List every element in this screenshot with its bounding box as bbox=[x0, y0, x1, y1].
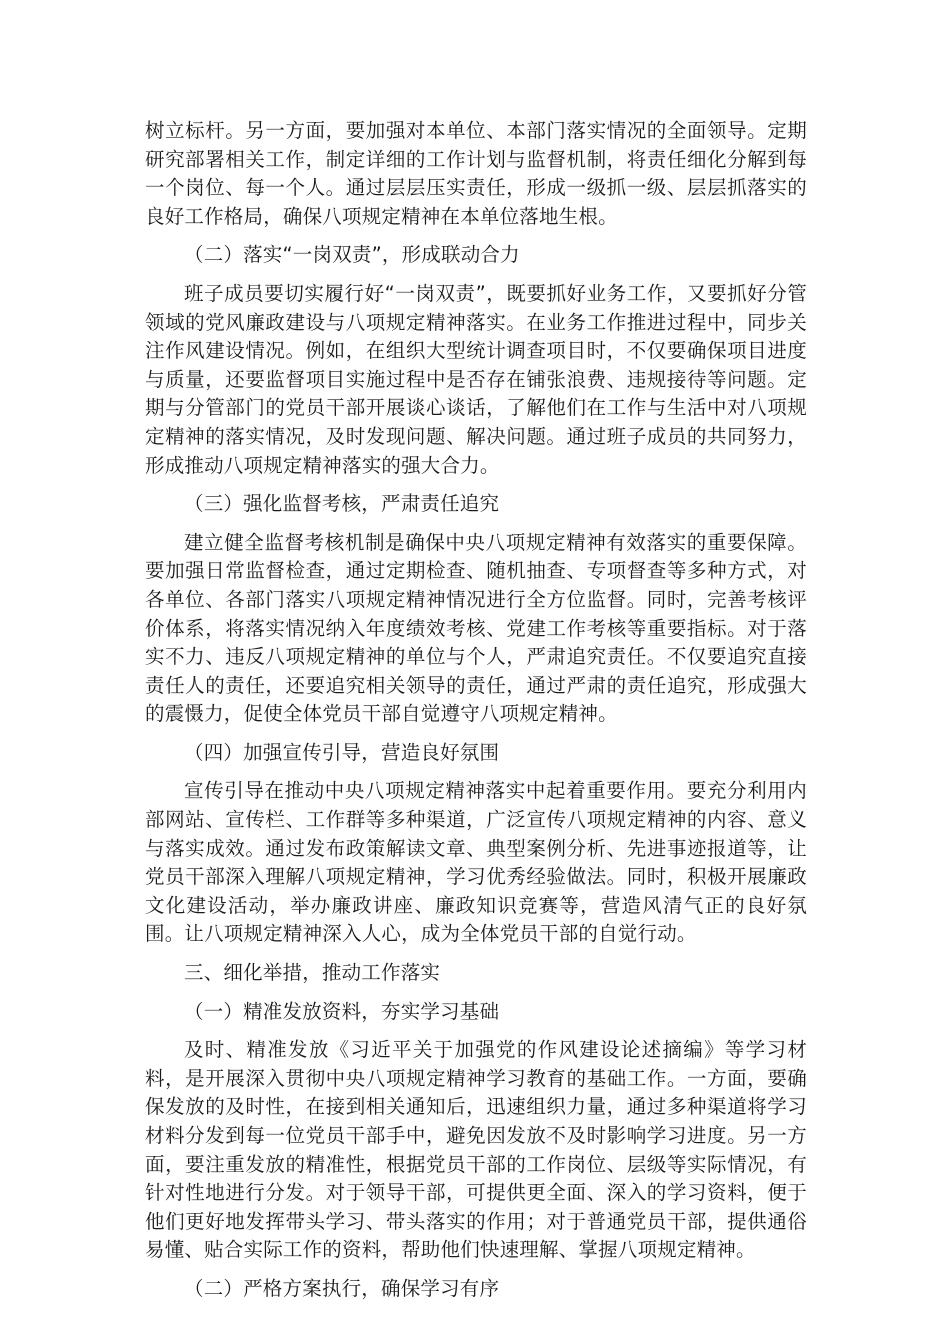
section-heading: （一）精准发放资料，夯实学习基础 bbox=[184, 999, 500, 1023]
section-heading: （四）加强宣传引导，营造良好氛围 bbox=[184, 740, 500, 764]
section-heading: （二）严格方案执行，确保学习有序 bbox=[184, 1276, 500, 1300]
paragraph: 及时、精准发放《习近平关于加强党的作风建设论述摘编》等学习材料，是开展深入贯彻中央八项规定精神学习教育的基础工作。一方面，要确保发放的及时性，在接到相关通知后，迅速组织力量，通过多种渠道将学习材料分发到每一位党员干部手中，避免因发放不及时影响学习进度。另一方面，要注重发放的精准性，根据党员干部的工作岗位、层级等实际情况，有针对性地进行分发。对于领导干部，可提供更全面、深入的学习资料，便于他们更好地发挥带头学习、带头落实的作用；对于普通党员干部，提供通俗易懂、贴合实际工作的资料，帮助他们快速理解、掌握八项规定精神。 bbox=[145, 1038, 807, 1262]
paragraph: 班子成员要切实履行好“一岗双责”，既要抓好业务工作，又要抓好分管领域的党风廉政建设与八项规定精神落实。在业务工作推进过程中，同步关注作风建设情况。例如，在组织大型统计调查项目时，不仅要确保项目进度与质量，还要监督项目实施过程中是否存在铺张浪费、违规接待等问题。定期与分管部门的党员干部开展谈心谈话，了解他们在工作与生活中对八项规定精神的落实情况，及时发现问题、解决问题。通过班子成员的共同努力，形成推动八项规定精神落实的强大合力。 bbox=[145, 281, 807, 477]
section-heading: （三）强化监督考核，严肃责任追究 bbox=[184, 492, 500, 516]
document-page bbox=[145, 117, 807, 1314]
paragraph: 树立标杆。另一方面，要加强对本单位、本部门落实情况的全面领导。定期研究部署相关工作，制定详细的工作计划与监督机制，将责任细化分解到每一个岗位、每一个人。通过层层压实责任，形成一级抓一级、层层抓落实的良好工作格局，确保八项规定精神在本单位落地生根。 bbox=[145, 119, 807, 228]
paragraph: 宣传引导在推动中央八项规定精神落实中起着重要作用。要充分利用内部网站、宣传栏、工作群等多种渠道，广泛宣传八项规定精神的内容、意义与落实成效。通过发布政策解读文章、典型案例分析、先进事迹报道等，让党员干部深入理解八项规定精神，学习优秀经验做法。同时，积极开展廉政文化建设活动，举办廉政讲座、廉政知识竞赛等，营造风清气正的良好氛围。让八项规定精神深入人心，成为全体党员干部的自觉行动。 bbox=[145, 779, 807, 946]
paragraph: 建立健全监督考核机制是确保中央八项规定精神有效落实的重要保障。要加强日常监督检查，通过定期检查、随机抽查、专项督查等多种方式，对各单位、各部门落实八项规定精神情况进行全方位监督。同时，完善考核评价体系，将落实情况纳入年度绩效考核、党建工作考核等重要指标。对于落实不力、违反八项规定精神的单位与个人，严肃追究责任。不仅要追究直接责任人的责任，还要追究相关领导的责任，通过严肃的责任追究，形成强大的震慑力，促使全体党员干部自觉遵守八项规定精神。 bbox=[145, 530, 807, 726]
section-heading: （二）落实“一岗双责”，形成联动合力 bbox=[184, 243, 520, 267]
chapter-heading: 三、细化举措，推动工作落实 bbox=[184, 961, 441, 985]
